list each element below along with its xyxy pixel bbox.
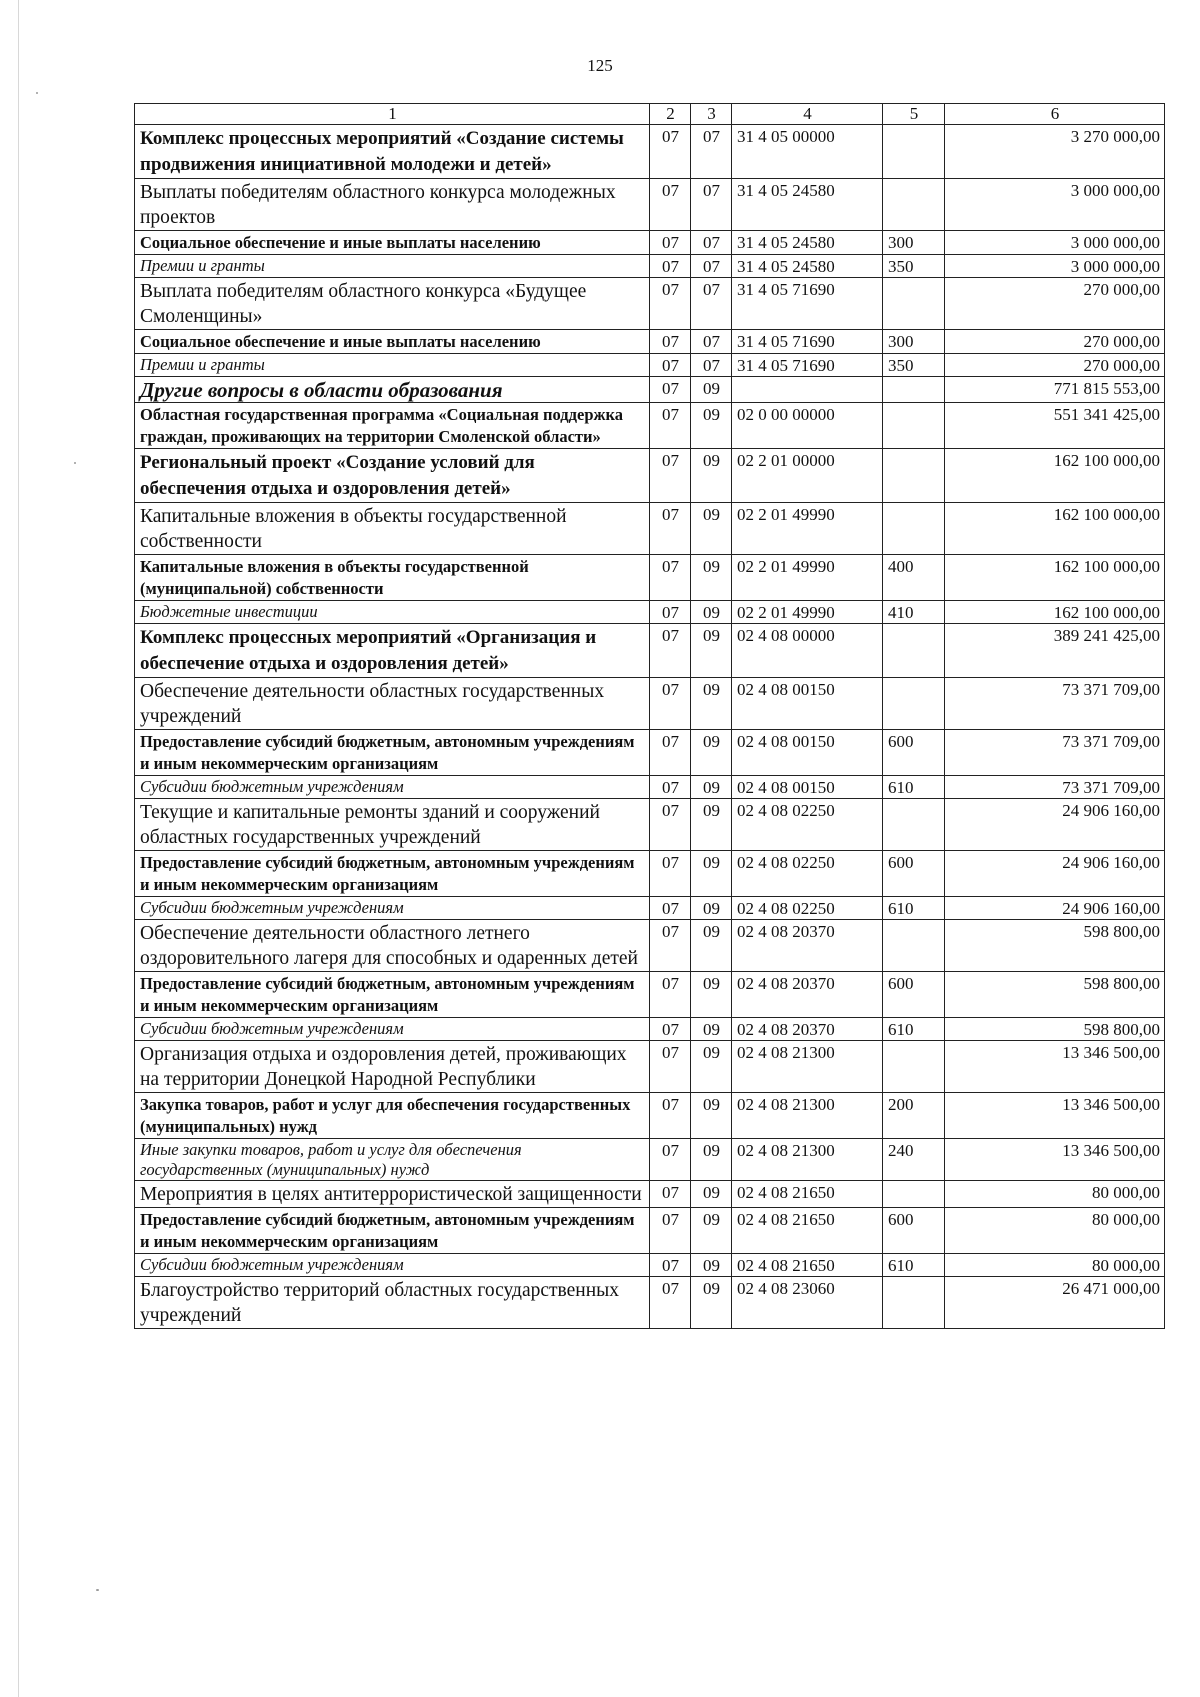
target-article-code: 02 4 08 23060 xyxy=(732,1277,883,1329)
target-article-code: 31 4 05 24580 xyxy=(732,255,883,278)
expense-name: Текущие и капитальные ремонты зданий и сооружений областных государственных учреждений xyxy=(135,799,650,851)
target-article-code: 02 2 01 49990 xyxy=(732,601,883,624)
subsection-code: 09 xyxy=(691,972,732,1018)
table-row xyxy=(135,1093,1165,1139)
expense-type-code xyxy=(883,503,945,555)
expense-name: Региональный проект «Создание условий для обеспечения отдыха и оздоровления детей» xyxy=(135,449,650,503)
expense-type-code: 610 xyxy=(883,1018,945,1041)
section-code: 07 xyxy=(650,799,691,851)
expense-type-code: 300 xyxy=(883,231,945,255)
section-code: 07 xyxy=(650,255,691,278)
amount: 270 000,00 xyxy=(945,354,1165,377)
section-code: 07 xyxy=(650,920,691,972)
table-row xyxy=(135,776,1165,799)
amount: 598 800,00 xyxy=(945,972,1165,1018)
expense-name: Капитальные вложения в объекты государственной собственности xyxy=(135,503,650,555)
page-number: 125 xyxy=(587,56,613,75)
expense-type-code xyxy=(883,624,945,678)
expense-name: Иные закупки товаров, работ и услуг для обеспечения государственных (муниципальных) нужд xyxy=(135,1139,650,1181)
expense-name: Социальное обеспечение и иные выплаты населению xyxy=(135,330,650,354)
expense-name: Субсидии бюджетным учреждениям xyxy=(135,897,650,920)
expense-name: Предоставление субсидий бюджетным, автономным учреждениям и иным некоммерческим организациям xyxy=(135,972,650,1018)
subsection-code: 09 xyxy=(691,1018,732,1041)
table-row xyxy=(135,1018,1165,1041)
subsection-code: 07 xyxy=(691,354,732,377)
expense-name: Выплата победителям областного конкурса «Будущее Смоленщины» xyxy=(135,278,650,330)
expense-name: Капитальные вложения в объекты государственной (муниципальной) собственности xyxy=(135,555,650,601)
table-row xyxy=(135,1254,1165,1277)
subsection-code: 09 xyxy=(691,503,732,555)
subsection-code: 09 xyxy=(691,1277,732,1329)
table-row xyxy=(135,278,1165,330)
amount: 80 000,00 xyxy=(945,1181,1165,1208)
target-article-code: 02 4 08 21300 xyxy=(732,1093,883,1139)
expense-type-code: 600 xyxy=(883,972,945,1018)
target-article-code: 02 4 08 20370 xyxy=(732,920,883,972)
table-row xyxy=(135,179,1165,231)
expense-type-code xyxy=(883,403,945,449)
subsection-code: 09 xyxy=(691,449,732,503)
table-row xyxy=(135,1208,1165,1254)
target-article-code: 02 4 08 00150 xyxy=(732,776,883,799)
table-row xyxy=(135,897,1165,920)
subsection-code: 09 xyxy=(691,1139,732,1181)
expense-name: Благоустройство территорий областных государственных учреждений xyxy=(135,1277,650,1329)
expense-name: Областная государственная программа «Социальная поддержка граждан, проживающих на территории Смоленской области» xyxy=(135,403,650,449)
section-code: 07 xyxy=(650,555,691,601)
subsection-code: 09 xyxy=(691,897,732,920)
expense-type-code: 350 xyxy=(883,255,945,278)
table-row xyxy=(135,354,1165,377)
subsection-code: 09 xyxy=(691,555,732,601)
expense-name: Социальное обеспечение и иные выплаты населению xyxy=(135,231,650,255)
expense-type-code: 300 xyxy=(883,330,945,354)
expense-name: Премии и гранты xyxy=(135,354,650,377)
subsection-code: 07 xyxy=(691,125,732,179)
expense-type-code xyxy=(883,179,945,231)
expense-name: Закупка товаров, работ и услуг для обеспечения государственных (муниципальных) нужд xyxy=(135,1093,650,1139)
expense-type-code xyxy=(883,377,945,403)
column-header: 4 xyxy=(732,104,883,125)
target-article-code: 02 4 08 00150 xyxy=(732,678,883,730)
subsection-code: 09 xyxy=(691,730,732,776)
expense-name: Предоставление субсидий бюджетным, автономным учреждениям и иным некоммерческим организациям xyxy=(135,730,650,776)
scan-dot xyxy=(36,92,38,94)
expense-type-code xyxy=(883,1277,945,1329)
amount: 270 000,00 xyxy=(945,330,1165,354)
expense-type-code: 350 xyxy=(883,354,945,377)
subsection-code: 09 xyxy=(691,1208,732,1254)
target-article-code: 02 4 08 20370 xyxy=(732,972,883,1018)
table-row xyxy=(135,624,1165,678)
target-article-code: 02 4 08 21650 xyxy=(732,1208,883,1254)
section-code: 07 xyxy=(650,776,691,799)
column-header: 2 xyxy=(650,104,691,125)
target-article-code: 31 4 05 71690 xyxy=(732,354,883,377)
subsection-code: 07 xyxy=(691,231,732,255)
section-code: 07 xyxy=(650,678,691,730)
column-header: 1 xyxy=(135,104,650,125)
amount: 162 100 000,00 xyxy=(945,555,1165,601)
expense-type-code: 600 xyxy=(883,851,945,897)
target-article-code xyxy=(732,377,883,403)
expense-name: Комплекс процессных мероприятий «Создание системы продвижения инициативной молодежи и детей» xyxy=(135,125,650,179)
amount: 598 800,00 xyxy=(945,920,1165,972)
amount: 3 270 000,00 xyxy=(945,125,1165,179)
target-article-code: 02 2 01 00000 xyxy=(732,449,883,503)
amount: 24 906 160,00 xyxy=(945,851,1165,897)
table-row xyxy=(135,1041,1165,1093)
table-row xyxy=(135,678,1165,730)
section-code: 07 xyxy=(650,972,691,1018)
amount: 771 815 553,00 xyxy=(945,377,1165,403)
amount: 389 241 425,00 xyxy=(945,624,1165,678)
subsection-code: 09 xyxy=(691,624,732,678)
expense-type-code xyxy=(883,125,945,179)
section-code: 07 xyxy=(650,1041,691,1093)
section-code: 07 xyxy=(650,503,691,555)
target-article-code: 02 4 08 00000 xyxy=(732,624,883,678)
expense-type-code: 200 xyxy=(883,1093,945,1139)
amount: 551 341 425,00 xyxy=(945,403,1165,449)
subsection-code: 09 xyxy=(691,403,732,449)
expense-type-code xyxy=(883,799,945,851)
section-code: 07 xyxy=(650,624,691,678)
section-code: 07 xyxy=(650,231,691,255)
amount: 162 100 000,00 xyxy=(945,449,1165,503)
target-article-code: 02 4 08 02250 xyxy=(732,799,883,851)
amount: 13 346 500,00 xyxy=(945,1139,1165,1181)
subsection-code: 09 xyxy=(691,1093,732,1139)
expense-type-code: 600 xyxy=(883,1208,945,1254)
table-row xyxy=(135,851,1165,897)
section-code: 07 xyxy=(650,1254,691,1277)
table-header-row xyxy=(135,104,1165,125)
target-article-code: 02 4 08 20370 xyxy=(732,1018,883,1041)
subsection-code: 09 xyxy=(691,1181,732,1208)
expense-type-code xyxy=(883,678,945,730)
section-code: 07 xyxy=(650,125,691,179)
subsection-code: 09 xyxy=(691,1041,732,1093)
target-article-code: 31 4 05 24580 xyxy=(732,179,883,231)
amount: 73 371 709,00 xyxy=(945,776,1165,799)
subsection-code: 09 xyxy=(691,377,732,403)
amount: 3 000 000,00 xyxy=(945,231,1165,255)
subsection-code: 07 xyxy=(691,255,732,278)
section-code: 07 xyxy=(650,1093,691,1139)
target-article-code: 02 4 08 02250 xyxy=(732,897,883,920)
section-code: 07 xyxy=(650,278,691,330)
table-row xyxy=(135,1277,1165,1329)
section-code: 07 xyxy=(650,377,691,403)
table-row xyxy=(135,503,1165,555)
expense-name: Обеспечение деятельности областных государственных учреждений xyxy=(135,678,650,730)
table-row xyxy=(135,255,1165,278)
amount: 24 906 160,00 xyxy=(945,799,1165,851)
amount: 73 371 709,00 xyxy=(945,678,1165,730)
expense-type-code: 610 xyxy=(883,776,945,799)
subsection-code: 09 xyxy=(691,776,732,799)
expense-type-code xyxy=(883,920,945,972)
section-code: 07 xyxy=(650,897,691,920)
target-article-code: 02 0 00 00000 xyxy=(732,403,883,449)
amount: 3 000 000,00 xyxy=(945,255,1165,278)
section-code: 07 xyxy=(650,354,691,377)
table-row xyxy=(135,330,1165,354)
target-article-code: 02 4 08 21300 xyxy=(732,1139,883,1181)
amount: 80 000,00 xyxy=(945,1208,1165,1254)
target-article-code: 02 4 08 02250 xyxy=(732,851,883,897)
expense-type-code: 600 xyxy=(883,730,945,776)
amount: 80 000,00 xyxy=(945,1254,1165,1277)
table-row xyxy=(135,125,1165,179)
expense-name: Субсидии бюджетным учреждениям xyxy=(135,1018,650,1041)
column-header: 3 xyxy=(691,104,732,125)
expense-name: Другие вопросы в области образования xyxy=(135,377,650,403)
subsection-code: 09 xyxy=(691,920,732,972)
expense-name: Премии и гранты xyxy=(135,255,650,278)
expense-type-code xyxy=(883,1181,945,1208)
subsection-code: 07 xyxy=(691,330,732,354)
column-header: 6 xyxy=(945,104,1165,125)
section-code: 07 xyxy=(650,403,691,449)
expense-name: Мероприятия в целях антитеррористической защищенности xyxy=(135,1181,650,1208)
subsection-code: 07 xyxy=(691,278,732,330)
expense-type-code: 240 xyxy=(883,1139,945,1181)
table-row xyxy=(135,403,1165,449)
expense-type-code: 410 xyxy=(883,601,945,624)
column-header: 5 xyxy=(883,104,945,125)
amount: 13 346 500,00 xyxy=(945,1041,1165,1093)
section-code: 07 xyxy=(650,449,691,503)
section-code: 07 xyxy=(650,1208,691,1254)
target-article-code: 31 4 05 00000 xyxy=(732,125,883,179)
section-code: 07 xyxy=(650,730,691,776)
section-code: 07 xyxy=(650,330,691,354)
subsection-code: 09 xyxy=(691,678,732,730)
subsection-code: 09 xyxy=(691,1254,732,1277)
amount: 162 100 000,00 xyxy=(945,503,1165,555)
section-code: 07 xyxy=(650,851,691,897)
section-code: 07 xyxy=(650,179,691,231)
scan-dot xyxy=(74,462,76,464)
table-row xyxy=(135,231,1165,255)
section-code: 07 xyxy=(650,1139,691,1181)
subsection-code: 07 xyxy=(691,179,732,231)
amount: 13 346 500,00 xyxy=(945,1093,1165,1139)
expense-name: Субсидии бюджетным учреждениям xyxy=(135,1254,650,1277)
table-row xyxy=(135,601,1165,624)
table-row xyxy=(135,1139,1165,1181)
budget-table xyxy=(134,103,1165,1329)
amount: 24 906 160,00 xyxy=(945,897,1165,920)
target-article-code: 31 4 05 71690 xyxy=(732,278,883,330)
expense-name: Предоставление субсидий бюджетным, автономным учреждениям и иным некоммерческим организациям xyxy=(135,1208,650,1254)
expense-name: Бюджетные инвестиции xyxy=(135,601,650,624)
table-row xyxy=(135,1181,1165,1208)
amount: 162 100 000,00 xyxy=(945,601,1165,624)
target-article-code: 02 2 01 49990 xyxy=(732,555,883,601)
target-article-code: 02 4 08 21650 xyxy=(732,1181,883,1208)
target-article-code: 31 4 05 71690 xyxy=(732,330,883,354)
section-code: 07 xyxy=(650,1018,691,1041)
section-code: 07 xyxy=(650,1181,691,1208)
amount: 598 800,00 xyxy=(945,1018,1165,1041)
table-row xyxy=(135,555,1165,601)
expense-name: Выплаты победителям областного конкурса молодежных проектов xyxy=(135,179,650,231)
section-code: 07 xyxy=(650,601,691,624)
scan-dot xyxy=(96,1589,99,1591)
amount: 270 000,00 xyxy=(945,278,1165,330)
table-row xyxy=(135,920,1165,972)
amount: 73 371 709,00 xyxy=(945,730,1165,776)
expense-name: Субсидии бюджетным учреждениям xyxy=(135,776,650,799)
expense-name: Предоставление субсидий бюджетным, автономным учреждениям и иным некоммерческим организациям xyxy=(135,851,650,897)
target-article-code: 02 4 08 21300 xyxy=(732,1041,883,1093)
table-row xyxy=(135,730,1165,776)
expense-name: Обеспечение деятельности областного летнего оздоровительного лагеря для способных и одаренных детей xyxy=(135,920,650,972)
section-code: 07 xyxy=(650,1277,691,1329)
table-row xyxy=(135,799,1165,851)
subsection-code: 09 xyxy=(691,851,732,897)
scan-edge-line xyxy=(18,0,19,1697)
expense-name: Комплекс процессных мероприятий «Организация и обеспечение отдыха и оздоровления детей» xyxy=(135,624,650,678)
expense-type-code xyxy=(883,449,945,503)
table-row xyxy=(135,449,1165,503)
table-row xyxy=(135,972,1165,1018)
expense-type-code: 400 xyxy=(883,555,945,601)
expense-type-code: 610 xyxy=(883,897,945,920)
subsection-code: 09 xyxy=(691,799,732,851)
target-article-code: 02 4 08 00150 xyxy=(732,730,883,776)
target-article-code: 02 4 08 21650 xyxy=(732,1254,883,1277)
subsection-code: 09 xyxy=(691,601,732,624)
expense-name: Организация отдыха и оздоровления детей, проживающих на территории Донецкой Народной Республики xyxy=(135,1041,650,1093)
target-article-code: 02 2 01 49990 xyxy=(732,503,883,555)
expense-type-code xyxy=(883,278,945,330)
table-row xyxy=(135,377,1165,403)
target-article-code: 31 4 05 24580 xyxy=(732,231,883,255)
amount: 3 000 000,00 xyxy=(945,179,1165,231)
amount: 26 471 000,00 xyxy=(945,1277,1165,1329)
expense-type-code: 610 xyxy=(883,1254,945,1277)
expense-type-code xyxy=(883,1041,945,1093)
